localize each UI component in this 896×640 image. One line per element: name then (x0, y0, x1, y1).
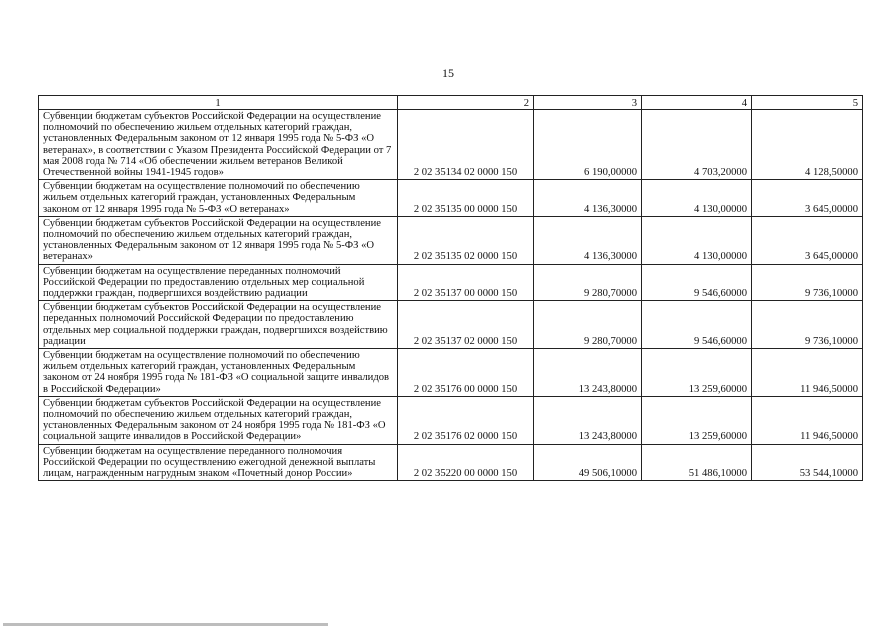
row-value-col4: 13 259,60000 (642, 349, 752, 397)
row-value-col3: 13 243,80000 (534, 396, 642, 444)
row-value-col5: 53 544,10000 (752, 444, 863, 481)
row-value-col4: 4 130,00000 (642, 180, 752, 217)
row-budget-code: 2 02 35135 00 0000 150 (398, 180, 534, 217)
table-header-row (39, 96, 863, 110)
row-description: Субвенции бюджетам субъектов Российской Федерации на осуществление полномочий по обеспечению жильем отдельных категорий граждан, установленных Федеральным законом от 24 ноября 1995 года № 181-ФЗ «О социальной защите инвалидов в Российской Федерации» (39, 396, 398, 444)
row-description: Субвенции бюджетам на осуществление полномочий по обеспечению жильем отдельных категорий граждан, установленных Федеральным законом от 12 января 1995 года № 5-ФЗ «О ветеранах» (39, 180, 398, 217)
row-description: Субвенции бюджетам субъектов Российской Федерации на осуществление переданных полномочий Российской Федерации по предоставлению отдельных мер социальной поддержки граждан, подвергшихся воздействию радиации (39, 301, 398, 349)
row-value-col3: 4 136,30000 (534, 216, 642, 264)
row-value-col4: 4 130,00000 (642, 216, 752, 264)
column-header-3: 3 (534, 96, 642, 110)
row-value-col5: 3 645,00000 (752, 216, 863, 264)
row-value-col5: 11 946,50000 (752, 396, 863, 444)
row-value-col5: 3 645,00000 (752, 180, 863, 217)
column-header-4: 4 (642, 96, 752, 110)
page-number: 15 (442, 66, 454, 80)
row-value-col4: 4 703,20000 (642, 110, 752, 180)
row-budget-code: 2 02 35134 02 0000 150 (398, 110, 534, 180)
row-description: Субвенции бюджетам на осуществление переданного полномочия Российской Федерации по осуществлению ежегодной денежной выплаты лицам, награжденным нагрудным знаком «Почетный донор России» (39, 444, 398, 481)
row-description: Субвенции бюджетам на осуществление полномочий по обеспечению жильем отдельных категорий граждан, установленных Федеральным законом от 24 ноября 1995 года № 181-ФЗ «О социальной защите инвалидов в Российской Федерации» (39, 349, 398, 397)
table-row (39, 264, 863, 301)
row-value-col3: 9 280,70000 (534, 301, 642, 349)
row-budget-code: 2 02 35137 02 0000 150 (398, 301, 534, 349)
row-value-col4: 9 546,60000 (642, 264, 752, 301)
row-value-col5: 11 946,50000 (752, 349, 863, 397)
table-row (39, 180, 863, 217)
table-row (39, 396, 863, 444)
row-budget-code: 2 02 35176 02 0000 150 (398, 396, 534, 444)
column-header-2: 2 (398, 96, 534, 110)
column-header-5: 5 (752, 96, 863, 110)
table-row (39, 301, 863, 349)
table-row (39, 444, 863, 481)
table-row (39, 216, 863, 264)
row-value-col4: 9 546,60000 (642, 301, 752, 349)
row-budget-code: 2 02 35176 00 0000 150 (398, 349, 534, 397)
column-header-1: 1 (39, 96, 398, 110)
row-value-col3: 9 280,70000 (534, 264, 642, 301)
row-value-col5: 9 736,10000 (752, 264, 863, 301)
row-description: Субвенции бюджетам на осуществление переданных полномочий Российской Федерации по предоставлению отдельных мер социальной поддержки граждан, подвергшихся воздействию радиации (39, 264, 398, 301)
table-row (39, 110, 863, 180)
budget-table (38, 95, 863, 481)
row-value-col5: 4 128,50000 (752, 110, 863, 180)
row-value-col5: 9 736,10000 (752, 301, 863, 349)
row-value-col3: 49 506,10000 (534, 444, 642, 481)
row-description: Субвенции бюджетам субъектов Российской Федерации на осуществление полномочий по обеспечению жильем отдельных категорий граждан, установленных Федеральным законом от 12 января 1995 года № 5-ФЗ «О ветеранах» (39, 216, 398, 264)
row-value-col4: 51 486,10000 (642, 444, 752, 481)
row-value-col3: 4 136,30000 (534, 180, 642, 217)
row-value-col4: 13 259,60000 (642, 396, 752, 444)
row-budget-code: 2 02 35137 00 0000 150 (398, 264, 534, 301)
row-description: Субвенции бюджетам субъектов Российской Федерации на осуществление полномочий по обеспечению жильем отдельных категорий граждан, установленных Федеральным законом от 12 января 1995 года № 5-ФЗ «О ветеранах», в соответствии с Указом Президента Российской Федерации от 7 мая 2008 года № 714 «Об обеспечении жильем ветеранов Великой Отечественной войны 1941-1945 годов» (39, 110, 398, 180)
row-value-col3: 13 243,80000 (534, 349, 642, 397)
table-row (39, 349, 863, 397)
row-budget-code: 2 02 35135 02 0000 150 (398, 216, 534, 264)
scan-edge-line (3, 623, 328, 626)
row-budget-code: 2 02 35220 00 0000 150 (398, 444, 534, 481)
row-value-col3: 6 190,00000 (534, 110, 642, 180)
